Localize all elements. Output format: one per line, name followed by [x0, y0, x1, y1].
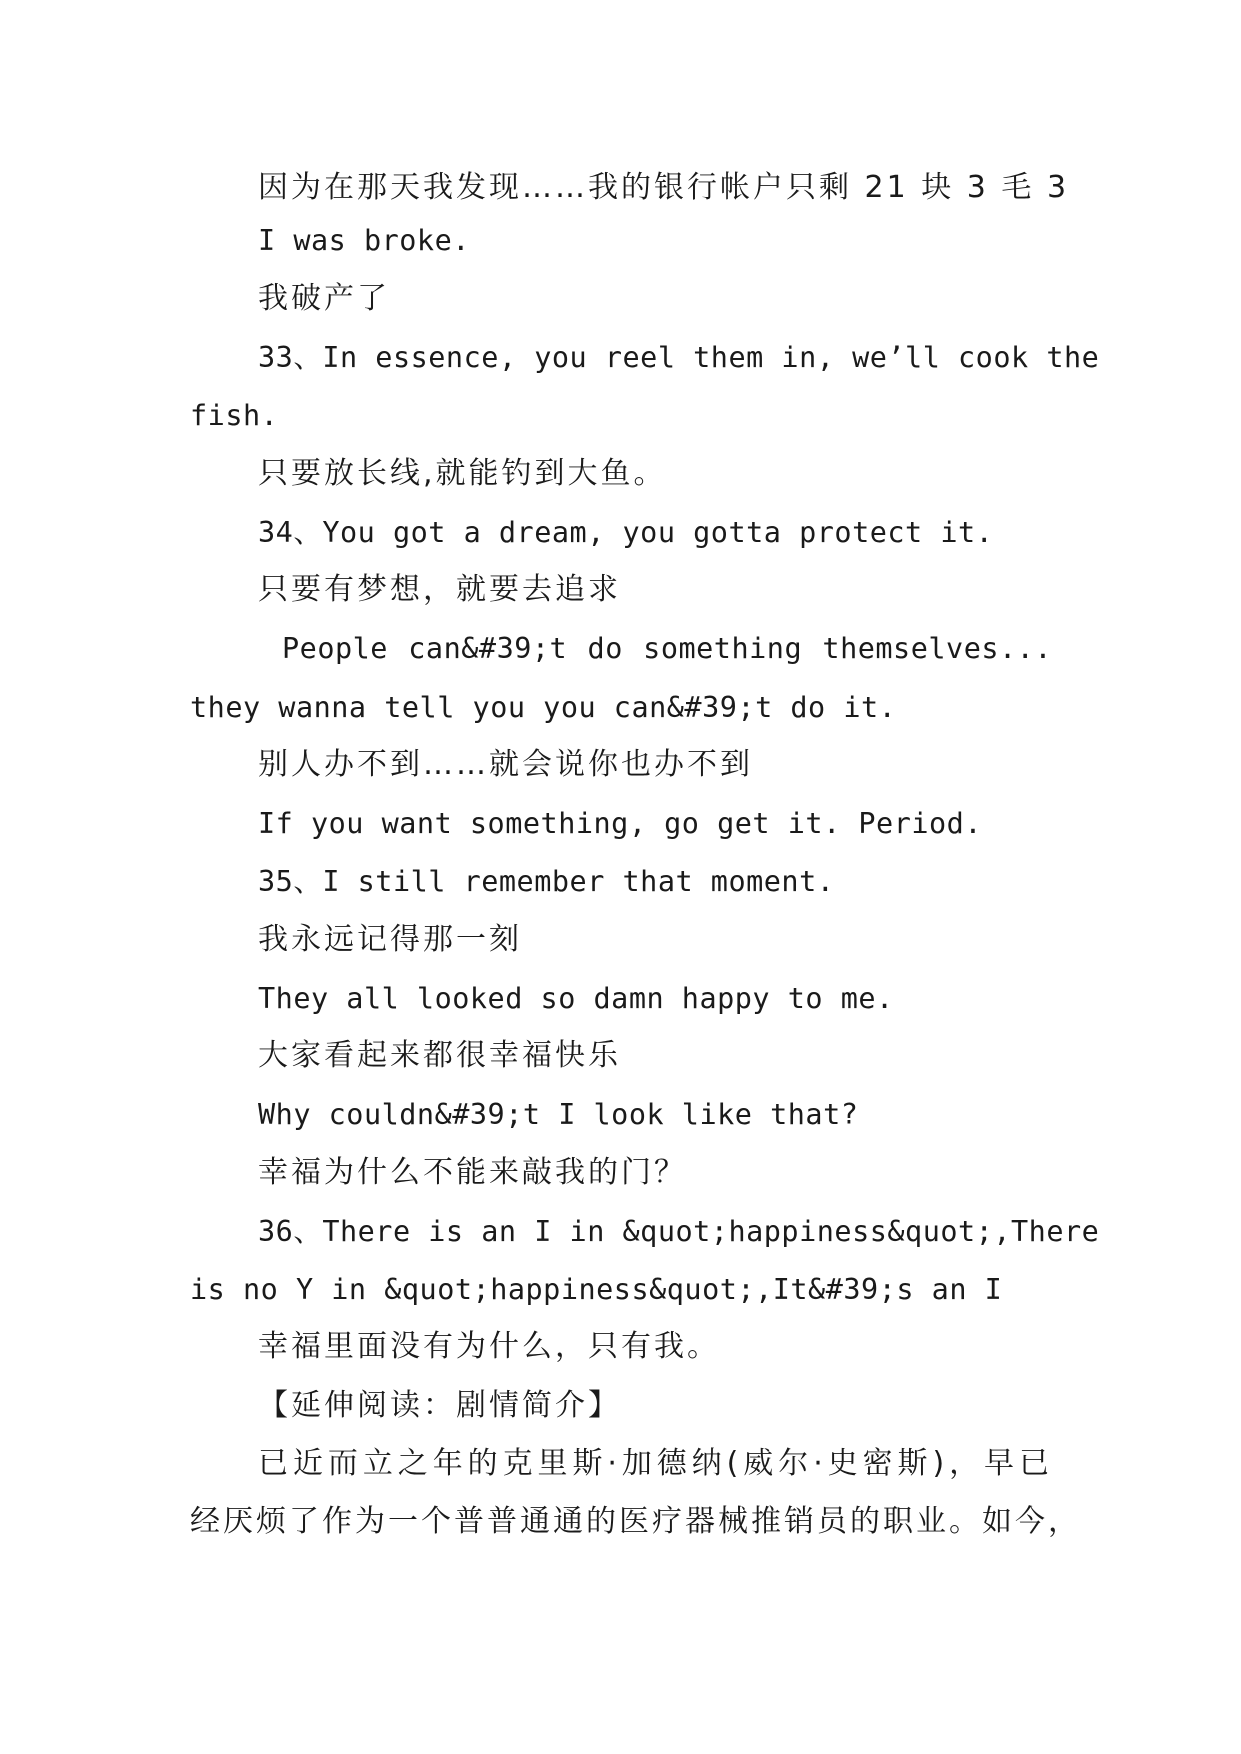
text-line: 34、You got a dream, you gotta protect it. — [258, 516, 994, 549]
text-line: They all looked so damn happy to me. — [258, 982, 894, 1015]
text-line: 因为在那天我发现……我的银行帐户只剩 21 块 3 毛 3 — [258, 170, 1070, 205]
text-line: 我破产了 — [258, 281, 390, 316]
text-line: they wanna tell you you can&#39;t do it. — [190, 691, 897, 724]
text-line: is no Y in &quot;happiness&quot;,It&#39;s an I — [190, 1273, 1003, 1306]
text-line: 幸福为什么不能来敲我的门？ — [258, 1155, 687, 1190]
text-line: 经厌烦了作为一个普普通通的医疗器械推销员的职业。如今， — [190, 1504, 1081, 1539]
text-line: 36、There is an I in &quot;happiness&quot;,There — [258, 1215, 1100, 1248]
text-line: 别人办不到……就会说你也办不到 — [258, 747, 753, 782]
text-line: I was broke. — [258, 224, 470, 257]
text-line: 35、I still remember that moment. — [258, 865, 835, 898]
text-line: People can&#39;t do something themselves... — [282, 632, 1052, 665]
text-line: If you want something, go get it. Period. — [258, 807, 982, 840]
text-line: fish. — [190, 399, 279, 432]
text-line: 我永远记得那一刻 — [258, 922, 522, 957]
text-line: 已近而立之年的克里斯·加德纳(威尔·史密斯)，早已 — [258, 1446, 1052, 1481]
section-heading: 【延伸阅读：剧情简介】 — [258, 1388, 621, 1423]
text-line: 大家看起来都很幸福快乐 — [258, 1038, 621, 1073]
text-line: 只要有梦想，就要去追求 — [258, 572, 621, 607]
text-line: 33、In essence, you reel them in, we’ll cook the — [258, 341, 1100, 374]
text-line: 只要放长线,就能钓到大鱼。 — [258, 456, 667, 491]
text-line: Why couldn&#39;t I look like that? — [258, 1098, 859, 1131]
text-line: 幸福里面没有为什么，只有我。 — [258, 1329, 720, 1364]
